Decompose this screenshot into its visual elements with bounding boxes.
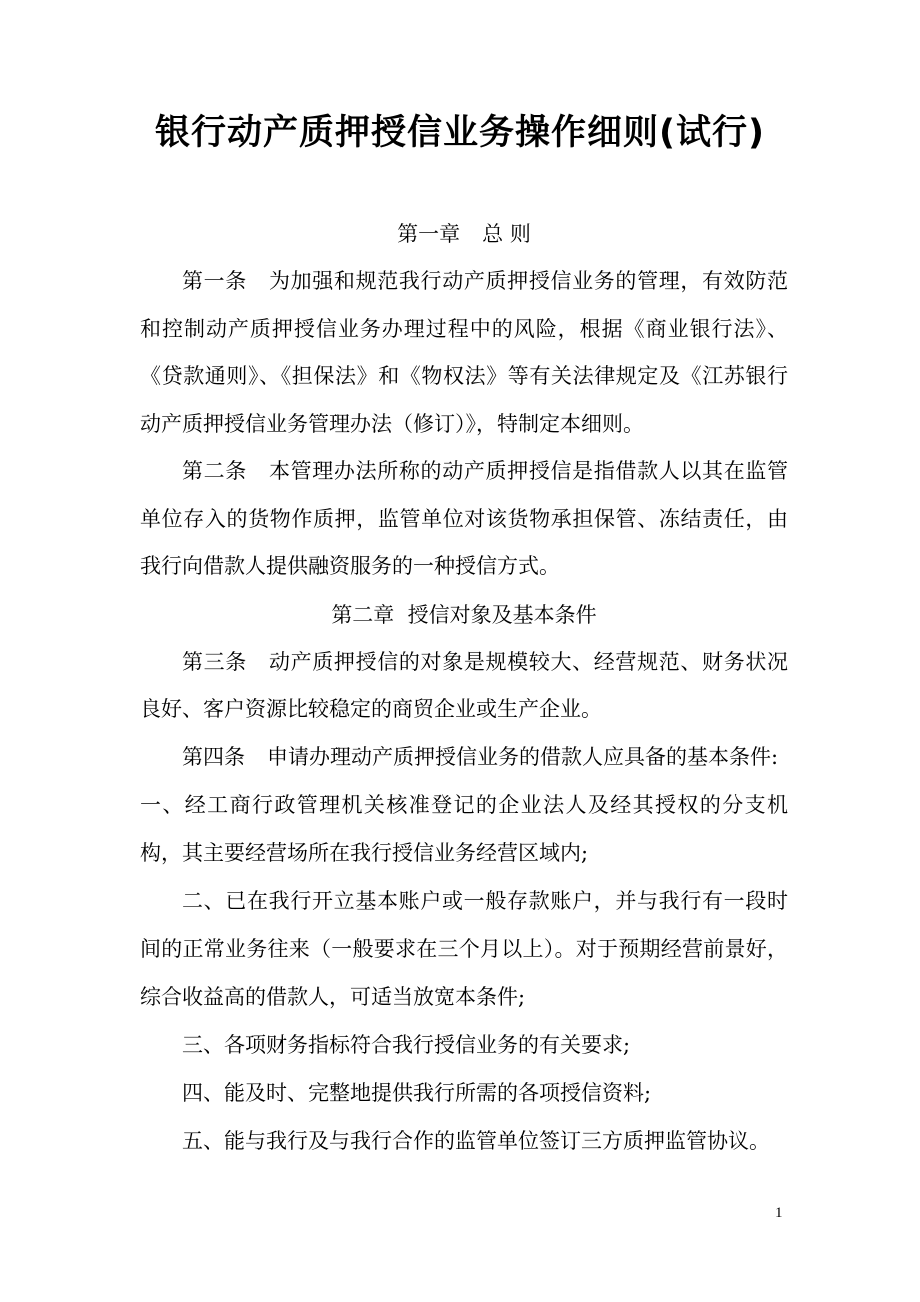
article-1-label: 第一条	[182, 269, 247, 293]
article-3-label: 第三条	[182, 649, 247, 674]
chapter-1-title: 总 则	[482, 222, 531, 246]
article-4-text: 申请办理动产质押授信业务的借款人应具备的基本条件:	[267, 744, 779, 769]
article-4-item-1: 一、经工商行政管理机关核准登记的企业法人及经其授权的分支机构，其主要经营场所在我行授信业务经营区域内;	[140, 793, 788, 865]
document-title: 银行动产质押授信业务操作细则(试行)	[155, 113, 765, 153]
article-2-label: 第二条	[182, 459, 247, 483]
article-4-item-2: 二、已在我行开立基本账户或一般存款账户，并与我行有一段时间的正常业务往来（一般要求在三个月以上）。对于预期经营前景好，综合收益高的借款人，可适当放宽本条件;	[140, 889, 788, 1009]
chapter-1-heading	[140, 210, 788, 258]
article-3-text: 动产质押授信的对象是规模较大、经营规范、财务状况良好、客户资源比较稳定的商贸企业或生产企业。	[140, 649, 789, 721]
page-number: 1	[775, 1205, 783, 1221]
article-3	[140, 639, 788, 734]
article-4-item-4: 四、能及时、完整地提供我行所需的各项授信资料;	[182, 1081, 652, 1105]
chapter-2-heading: 第二章 授信对象及基本条件	[331, 602, 597, 627]
article-4-item-5: 五、能与我行及与我行合作的监管单位签订三方质押监管协议。	[182, 1129, 770, 1153]
article-2	[140, 448, 788, 591]
article-4	[140, 734, 788, 782]
document-body	[140, 210, 788, 1165]
article-4-item-3: 三、各项财务指标符合我行授信业务的有关要求;	[182, 1033, 631, 1057]
article-4-label: 第四条	[182, 744, 245, 769]
chapter-1-number: 第一章	[397, 222, 461, 246]
article-1	[140, 258, 788, 448]
article-1-text: 为加强和规范我行动产质押授信业务的管理，有效防范和控制动产质押授信业务办理过程中的风险，根据《商业银行法》、《贷款通则》、《担保法》和《物权法》等有关法律规定及《江苏银行动产质押授信业务管理办法（修订）》，特制定本细则。	[140, 269, 789, 436]
article-2-text: 本管理办法所称的动产质押授信是指借款人以其在监管单位存入的货物作质押，监管单位对该货物承担保管、冻结责任，由我行向借款人提供融资服务的一种授信方式。	[140, 459, 789, 578]
